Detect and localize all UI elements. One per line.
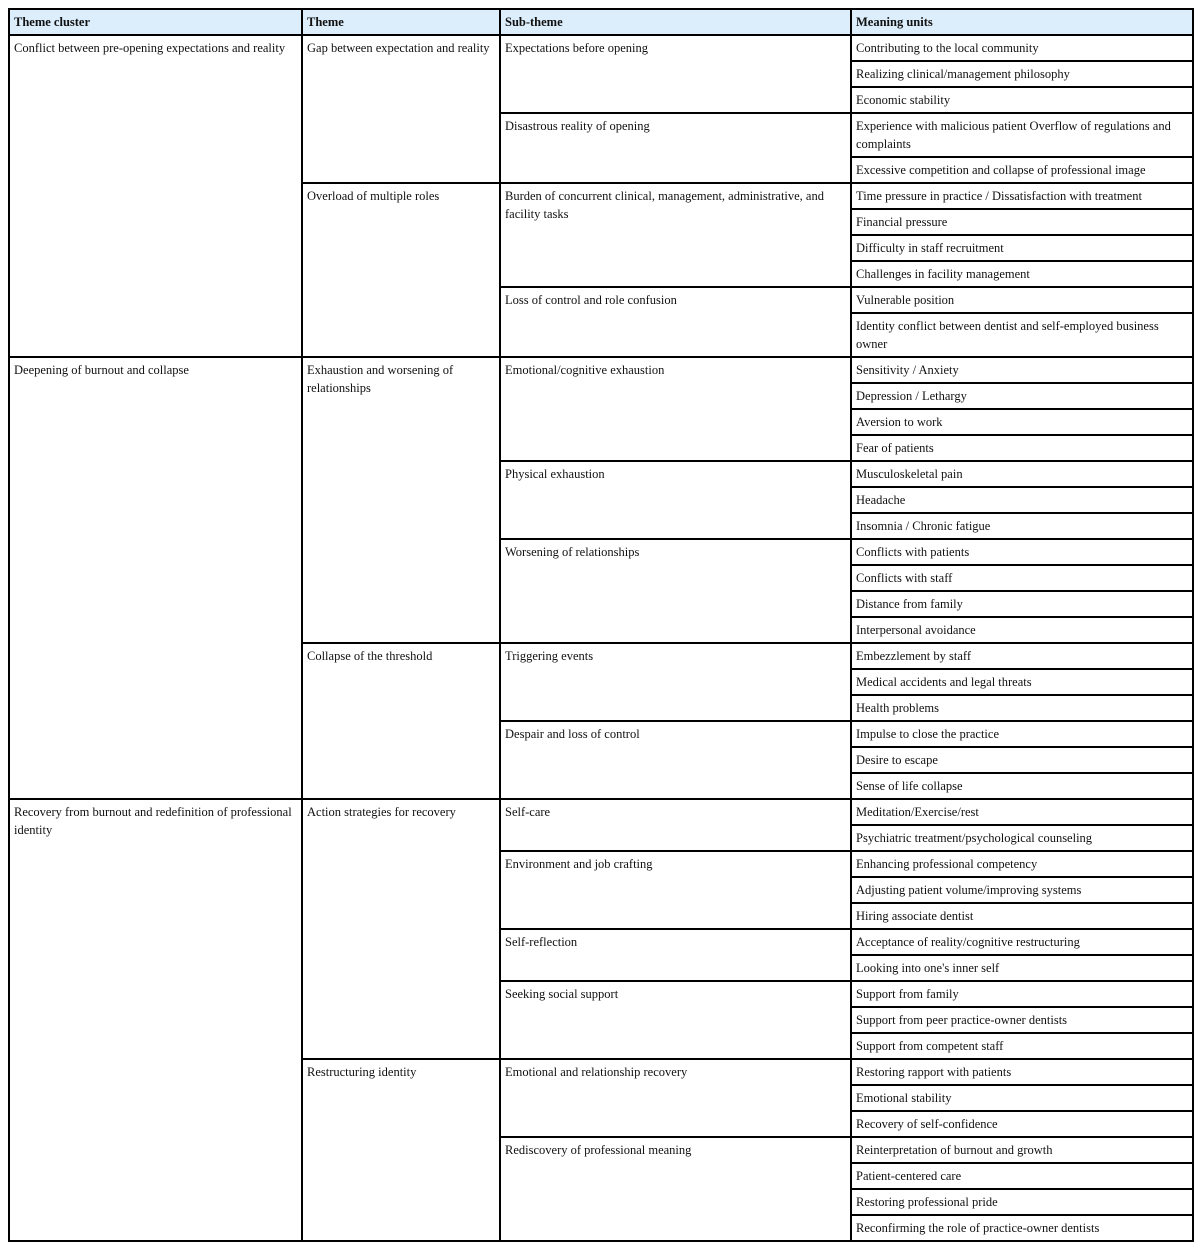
meaning-unit-cell: Impulse to close the practice (851, 721, 1193, 747)
theme-cluster-cell: Deepening of burnout and collapse (9, 357, 302, 799)
sub-theme-cell: Self-reflection (500, 929, 851, 981)
header-row (9, 9, 1193, 35)
meaning-unit-cell: Aversion to work (851, 409, 1193, 435)
sub-theme-cell: Rediscovery of professional meaning (500, 1137, 851, 1241)
meaning-unit-cell: Sense of life collapse (851, 773, 1193, 799)
sub-theme-cell: Despair and loss of control (500, 721, 851, 799)
sub-theme-cell: Environment and job crafting (500, 851, 851, 929)
sub-theme-cell: Physical exhaustion (500, 461, 851, 539)
meaning-unit-cell: Adjusting patient volume/improving systems (851, 877, 1193, 903)
meaning-unit-cell: Looking into one's inner self (851, 955, 1193, 981)
theme-cell: Gap between expectation and reality (302, 35, 500, 183)
sub-theme-cell: Loss of control and role confusion (500, 287, 851, 357)
meaning-unit-cell: Desire to escape (851, 747, 1193, 773)
meaning-unit-cell: Restoring rapport with patients (851, 1059, 1193, 1085)
sub-theme-cell: Worsening of relationships (500, 539, 851, 643)
meaning-unit-cell: Reconfirming the role of practice-owner dentists (851, 1215, 1193, 1241)
meaning-unit-cell: Fear of patients (851, 435, 1193, 461)
meaning-unit-cell: Restoring professional pride (851, 1189, 1193, 1215)
meaning-unit-cell: Psychiatric treatment/psychological counseling (851, 825, 1193, 851)
meaning-unit-cell: Contributing to the local community (851, 35, 1193, 61)
header-theme-cluster: Theme cluster (9, 9, 302, 35)
themes-table (8, 8, 1194, 1242)
meaning-unit-cell: Health problems (851, 695, 1193, 721)
meaning-unit-cell: Challenges in facility management (851, 261, 1193, 287)
meaning-unit-cell: Medical accidents and legal threats (851, 669, 1193, 695)
table-row (9, 35, 1193, 61)
header-theme: Theme (302, 9, 500, 35)
sub-theme-cell: Emotional/cognitive exhaustion (500, 357, 851, 461)
meaning-unit-cell: Time pressure in practice / Dissatisfaction with treatment (851, 183, 1193, 209)
meaning-unit-cell: Embezzlement by staff (851, 643, 1193, 669)
sub-theme-cell: Burden of concurrent clinical, management, administrative, and facility tasks (500, 183, 851, 287)
sub-theme-cell: Self-care (500, 799, 851, 851)
meaning-unit-cell: Distance from family (851, 591, 1193, 617)
meaning-unit-cell: Vulnerable position (851, 287, 1193, 313)
meaning-unit-cell: Insomnia / Chronic fatigue (851, 513, 1193, 539)
meaning-unit-cell: Economic stability (851, 87, 1193, 113)
meaning-unit-cell: Experience with malicious patient Overflow of regulations and complaints (851, 113, 1193, 157)
sub-theme-cell: Emotional and relationship recovery (500, 1059, 851, 1137)
meaning-unit-cell: Realizing clinical/management philosophy (851, 61, 1193, 87)
meaning-unit-cell: Patient-centered care (851, 1163, 1193, 1189)
meaning-unit-cell: Conflicts with staff (851, 565, 1193, 591)
meaning-unit-cell: Enhancing professional competency (851, 851, 1193, 877)
sub-theme-cell: Expectations before opening (500, 35, 851, 113)
theme-cell: Restructuring identity (302, 1059, 500, 1241)
header-meaning-units: Meaning units (851, 9, 1193, 35)
meaning-unit-cell: Emotional stability (851, 1085, 1193, 1111)
meaning-unit-cell: Sensitivity / Anxiety (851, 357, 1193, 383)
meaning-unit-cell: Acceptance of reality/cognitive restructuring (851, 929, 1193, 955)
meaning-unit-cell: Interpersonal avoidance (851, 617, 1193, 643)
theme-cell: Collapse of the threshold (302, 643, 500, 799)
meaning-unit-cell: Financial pressure (851, 209, 1193, 235)
theme-cell: Exhaustion and worsening of relationships (302, 357, 500, 643)
sub-theme-cell: Seeking social support (500, 981, 851, 1059)
meaning-unit-cell: Support from family (851, 981, 1193, 1007)
theme-cell: Action strategies for recovery (302, 799, 500, 1059)
meaning-unit-cell: Musculoskeletal pain (851, 461, 1193, 487)
header-sub-theme: Sub-theme (500, 9, 851, 35)
meaning-unit-cell: Excessive competition and collapse of professional image (851, 157, 1193, 183)
table-body (9, 35, 1193, 1241)
meaning-unit-cell: Conflicts with patients (851, 539, 1193, 565)
theme-cluster-cell: Conflict between pre-opening expectations and reality (9, 35, 302, 357)
table-row (9, 357, 1193, 383)
meaning-unit-cell: Support from competent staff (851, 1033, 1193, 1059)
meaning-unit-cell: Support from peer practice-owner dentists (851, 1007, 1193, 1033)
meaning-unit-cell: Reinterpretation of burnout and growth (851, 1137, 1193, 1163)
meaning-unit-cell: Depression / Lethargy (851, 383, 1193, 409)
meaning-unit-cell: Identity conflict between dentist and self-employed business owner (851, 313, 1193, 357)
sub-theme-cell: Disastrous reality of opening (500, 113, 851, 183)
meaning-unit-cell: Meditation/Exercise/rest (851, 799, 1193, 825)
table-row (9, 799, 1193, 825)
meaning-unit-cell: Hiring associate dentist (851, 903, 1193, 929)
meaning-unit-cell: Difficulty in staff recruitment (851, 235, 1193, 261)
meaning-unit-cell: Headache (851, 487, 1193, 513)
sub-theme-cell: Triggering events (500, 643, 851, 721)
meaning-unit-cell: Recovery of self-confidence (851, 1111, 1193, 1137)
theme-cell: Overload of multiple roles (302, 183, 500, 357)
theme-cluster-cell: Recovery from burnout and redefinition of professional identity (9, 799, 302, 1241)
